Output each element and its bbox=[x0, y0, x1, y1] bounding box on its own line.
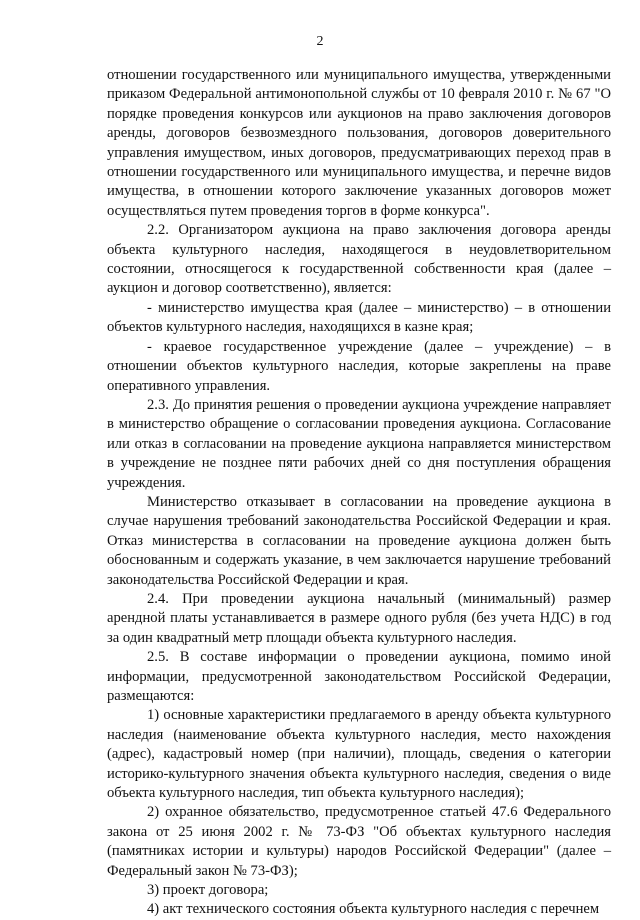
paragraph-2-4: 2.4. При проведении аукциона начальный (минимальный) размер арендной платы устанавливается в размере одного рубля (без учета НДС) в год за один квадратный метр площади объекта культурного наследия. bbox=[107, 590, 611, 646]
list-item-1: 1) основные характеристики предлагаемого в аренду объекта культурного наследия (наименование объекта культурного наследия, место нахождения (адрес), кадастровый номер (при наличии), площадь, сведения о категории историко-культурного значения объекта культурного наследия, сведения о виде объекта культурного наследия, тип объекта культурного наследия); bbox=[107, 707, 611, 802]
list-item-ministry: - министерство имущества края (далее – министерство) – в отношении объектов культурного наследия, находящихся в казне края; bbox=[107, 299, 611, 336]
paragraph-2-5: 2.5. В составе информации о проведении аукциона, помимо иной информации, предусмотренной законодательством Российской Федерации, размещаются: bbox=[107, 649, 611, 704]
document-body bbox=[107, 66, 611, 920]
paragraph-continuation: отношении государственного или муниципального имущества, утвержденными приказом Федеральной антимонопольной службы от 10 февраля 2010 г. № 67 "О порядке проведения конкурсов или аукционов на право заключения договоров аренды, договоров безвозмездного пользования, договоров доверительного управления имуществом, иных договоров, предусматривающих переход прав в отношении государственного или муниципального имущества, и перечне видов имущества, в отношении которого заключение указанных договоров может осуществляться путем проведения торгов в форме конкурса". bbox=[107, 67, 611, 219]
list-item-institution: - краевое государственное учреждение (далее – учреждение) – в отношении объектов культурного наследия, которые закреплены на праве оперативного управления. bbox=[107, 338, 611, 394]
list-item-2: 2) охранное обязательство, предусмотренное статьей 47.6 Федерального закона от 25 июня 2002 г. № 73-ФЗ "Об объектах культурного наследия (памятниках истории и культуры) народов Российской Федерации" (далее – Федеральный закон № 73-ФЗ); bbox=[107, 804, 611, 879]
page-number: 2 bbox=[316, 34, 324, 49]
list-item-3: 3) проект договора; bbox=[147, 882, 269, 899]
paragraph-ministry-refusal: Министерство отказывает в согласовании на проведение аукциона в случае нарушения требований законодательства Российской Федерации и края. Отказ министерства в согласовании на проведение аукциона должен быть обоснованным и содержать указание, в чем заключается нарушение требований законодательства Российской Федерации и края. bbox=[107, 493, 611, 588]
paragraph-2-3: 2.3. До принятия решения о проведении аукциона учреждение направляет в министерство обращение о согласовании проведения аукциона. Согласование или отказ в согласовании на проведение аукциона направляется министерством в учреждение не позднее пяти рабочих дней со дня поступления обращения учреждения. bbox=[107, 396, 611, 491]
list-item-4: 4) акт технического состояния объекта культурного наследия с перечнем bbox=[147, 901, 600, 918]
paragraph-2-2: 2.2. Организатором аукциона на право заключения договора аренды объекта культурного наследия, находящегося в неудовлетворительном состоянии, относящегося к государственной собственности края (далее – аукцион и договор соответственно), является: bbox=[107, 222, 611, 297]
